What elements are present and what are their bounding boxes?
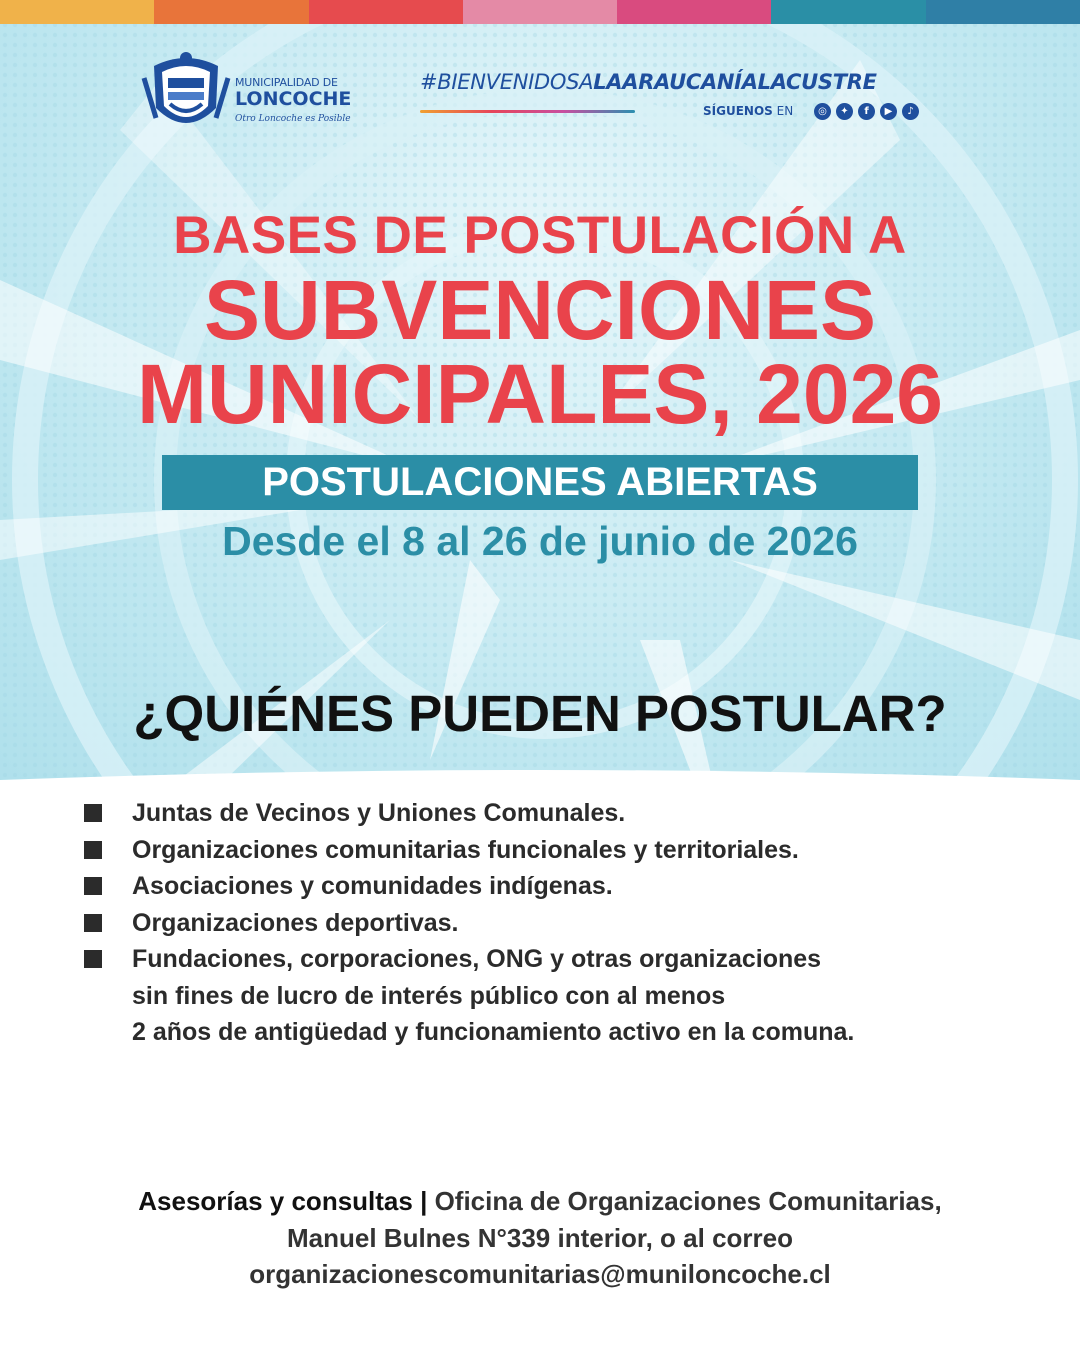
open-applications-banner: POSTULACIONES ABIERTAS	[162, 455, 918, 510]
contact-footer	[0, 1183, 1080, 1293]
topbar-segment	[926, 0, 1080, 24]
title-line-1: BASES DE POSTULACIÓN A	[173, 206, 907, 265]
topbar-segment	[154, 0, 308, 24]
square-bullet-icon	[84, 804, 102, 822]
application-dates: Desde el 8 al 26 de junio de 2026	[222, 518, 858, 564]
list-item	[82, 905, 1042, 942]
footer-label: Asesorías y consultas	[138, 1186, 413, 1216]
topbar-segment	[0, 0, 154, 24]
list-item	[82, 795, 1042, 832]
logo-slogan: Otro Loncoche es Posible	[235, 114, 351, 124]
eligible-list	[82, 795, 1042, 1051]
topbar-segment	[617, 0, 771, 24]
list-item-text: 2 años de antigüedad y funcionamiento activo en la comuna.	[132, 1018, 855, 1046]
logo-municipality-label: MUNICIPALIDAD DE	[235, 76, 338, 89]
square-bullet-icon	[84, 914, 102, 932]
list-item-text: Organizaciones comunitarias funcionales y territoriales.	[132, 835, 799, 864]
topbar-segment	[771, 0, 925, 24]
footer-email-link[interactable]: organizacionescomunitarias@muniloncoche.cl	[249, 1259, 831, 1289]
logo-name: LONCOCHE	[235, 88, 352, 110]
list-item-text: sin fines de lucro de interés público con al menos	[132, 981, 726, 1010]
square-bullet-icon	[84, 950, 102, 968]
twitter-icon[interactable]: ✦	[836, 103, 853, 120]
topbar-segment	[309, 0, 463, 24]
hashtag-underline	[420, 110, 635, 113]
tiktok-icon[interactable]: ♪	[902, 103, 919, 120]
facebook-icon[interactable]: f	[858, 103, 875, 120]
footer-office: Oficina de Organizaciones Comunitarias,	[434, 1186, 942, 1216]
footer-address: Manuel Bulnes N°339 interior, o al correo	[287, 1222, 793, 1253]
follow-label-rest: EN	[772, 104, 794, 118]
list-item-text: Fundaciones, corporaciones, ONG y otras organizaciones	[132, 945, 822, 973]
topbar-segment	[463, 0, 617, 24]
list-item	[82, 941, 1042, 1051]
list-item	[82, 832, 1042, 869]
coat-of-arms-icon	[140, 48, 232, 140]
title-line-2: SUBVENCIONES	[203, 263, 877, 357]
top-color-bar	[0, 0, 1080, 24]
list-item	[82, 868, 1042, 905]
follow-label-bold: SÍGUENOS	[703, 104, 773, 118]
social-icons	[814, 103, 919, 120]
campaign-hashtag	[420, 70, 940, 94]
list-item-text: Organizaciones deportivas.	[132, 908, 459, 937]
municipality-logo	[140, 48, 360, 143]
square-bullet-icon	[84, 877, 102, 895]
instagram-icon[interactable]: ◎	[814, 103, 831, 120]
footer-line-1	[0, 1183, 1080, 1220]
list-item-text: Asociaciones y comunidades indígenas.	[132, 872, 613, 900]
square-bullet-icon	[84, 841, 102, 859]
section-heading: ¿QUIÉNES PUEDEN POSTULAR?	[133, 685, 947, 742]
follow-label	[703, 104, 793, 118]
title-line-3: MUNICIPALES, 2026	[137, 347, 943, 441]
hashtag-part-1: #BIENVENIDOSA	[420, 70, 594, 94]
hashtag-part-2: LAARAUCANÍALACUSTRE	[593, 70, 877, 94]
footer-separator: |	[412, 1186, 435, 1216]
youtube-icon[interactable]: ▶	[880, 103, 897, 120]
list-item-text: Juntas de Vecinos y Uniones Comunales.	[132, 799, 626, 827]
